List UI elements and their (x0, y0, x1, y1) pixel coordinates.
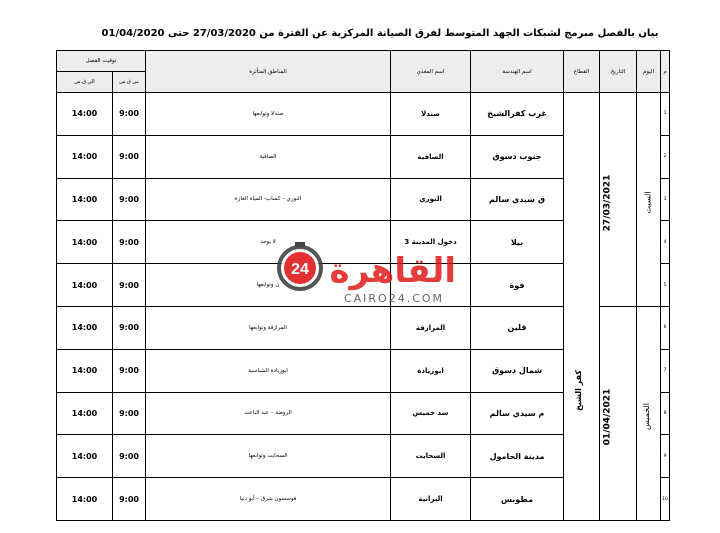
watermark-badge: 24 (291, 261, 309, 278)
time-from-cell: 9:00 (113, 349, 146, 392)
feeder-cell: النوري (391, 178, 471, 221)
time-from-cell: 9:00 (113, 135, 146, 178)
time-from-cell: 9:00 (113, 392, 146, 435)
header-date: التاريخ (600, 51, 637, 93)
affected-areas-cell: فوسسون شرق – أبو دنيا (146, 478, 391, 521)
time-from-cell: 9:00 (113, 264, 146, 307)
affected-areas-cell: السحايت وتوابعها (146, 435, 391, 478)
time-from-cell: 9:00 (113, 478, 146, 521)
day-label: السبت (644, 191, 654, 214)
time-to-cell: 14:00 (57, 264, 113, 307)
affected-areas-cell: النوري – كساب- المياة الغازة (146, 178, 391, 221)
header-day: اليوم (637, 51, 661, 93)
affected-areas-cell: صندلا وتوابعها (146, 93, 391, 136)
time-to-cell: 14:00 (57, 221, 113, 264)
header-engineering: اسم الهندسة (471, 51, 564, 93)
header-feeder: اسم المغذي (391, 51, 471, 93)
row-number: 10 (661, 478, 670, 521)
row-number: 4 (661, 221, 670, 264)
date-cell (600, 306, 637, 520)
time-to-cell: 14:00 (57, 306, 113, 349)
date-label: 27/03/2021 (602, 174, 613, 232)
feeder-cell: المرازقة (391, 306, 471, 349)
engineering-cell: مدينة الحامول (471, 435, 564, 478)
row-number: 6 (661, 306, 670, 349)
engineering-cell: بيلا (471, 221, 564, 264)
engineering-cell: فوة (471, 264, 564, 307)
time-from-cell: 9:00 (113, 306, 146, 349)
watermark-text: القاهرة (329, 251, 456, 291)
engineering-cell: قلين (471, 306, 564, 349)
row-number: 5 (661, 264, 670, 307)
time-to-cell: 14:00 (57, 435, 113, 478)
affected-areas-cell: ابوزيادة الشباسية (146, 349, 391, 392)
header-from: من ق.س (113, 72, 146, 93)
engineering-cell: ق سيدي سالم (471, 178, 564, 221)
affected-areas-cell: الروضة – عبد الباعث (146, 392, 391, 435)
affected-areas-cell: لا يوجد (146, 221, 391, 264)
day-cell (637, 306, 661, 520)
date-cell (600, 93, 637, 307)
date-label: 01/04/2021 (602, 388, 613, 446)
time-from-cell: 9:00 (113, 93, 146, 136)
header-sector: القطاع (564, 51, 600, 93)
header-to: الي ق.س (57, 72, 113, 93)
time-from-cell: 9:00 (113, 435, 146, 478)
row-number: 3 (661, 178, 670, 221)
row-number: 9 (661, 435, 670, 478)
feeder-cell: سد خميس (391, 392, 471, 435)
row-number: 7 (661, 349, 670, 392)
row-number: 1 (661, 93, 670, 136)
day-cell (637, 93, 661, 307)
time-to-cell: 14:00 (57, 178, 113, 221)
engineering-cell: مطوبس (471, 478, 564, 521)
engineering-cell: غرب كفرالشيخ (471, 93, 564, 136)
sector-cell (564, 93, 600, 521)
document-title: بيان بالفصل مبرمج لشبكات الجهد المتوسط لفرق الصيانة المركزية عن الفترة من 27/03/2020 حتى 01/04/2020 (101, 28, 659, 39)
watermark-caption: CAIRO24.COM (343, 292, 445, 305)
day-label: الخميس (641, 402, 651, 430)
row-number: 2 (661, 135, 670, 178)
feeder-cell: دخول المدينة 3 (391, 221, 471, 264)
header-time-group: توقيت الفصل (57, 51, 146, 72)
header-areas: المناطق المتأثرة (146, 51, 391, 93)
affected-areas-cell: ن وتوابعها (146, 264, 391, 307)
time-to-cell: 14:00 (57, 135, 113, 178)
engineering-cell: جنوب دسوق (471, 135, 564, 178)
feeder-cell: الصافية (391, 135, 471, 178)
sector-label: كفر الشيخ (573, 369, 583, 412)
affected-areas-cell: الصافية (146, 135, 391, 178)
time-to-cell: 14:00 (57, 478, 113, 521)
engineering-cell: شمال دسوق (471, 349, 564, 392)
engineering-cell: م سيدي سالم (471, 392, 564, 435)
feeder-cell: ابوزيادة (391, 349, 471, 392)
time-to-cell: 14:00 (57, 93, 113, 136)
feeder-cell: البرانية (391, 478, 471, 521)
feeder-cell: السحايت (391, 435, 471, 478)
time-from-cell: 9:00 (113, 178, 146, 221)
feeder-cell: صندلا (391, 93, 471, 136)
affected-areas-cell: المرازقة وتوابعها (146, 306, 391, 349)
header-num: م (661, 51, 670, 93)
cairo24-watermark (266, 240, 466, 310)
time-to-cell: 14:00 (57, 392, 113, 435)
time-from-cell: 9:00 (113, 221, 146, 264)
row-number: 8 (661, 392, 670, 435)
table-row (57, 93, 670, 136)
time-to-cell: 14:00 (57, 349, 113, 392)
